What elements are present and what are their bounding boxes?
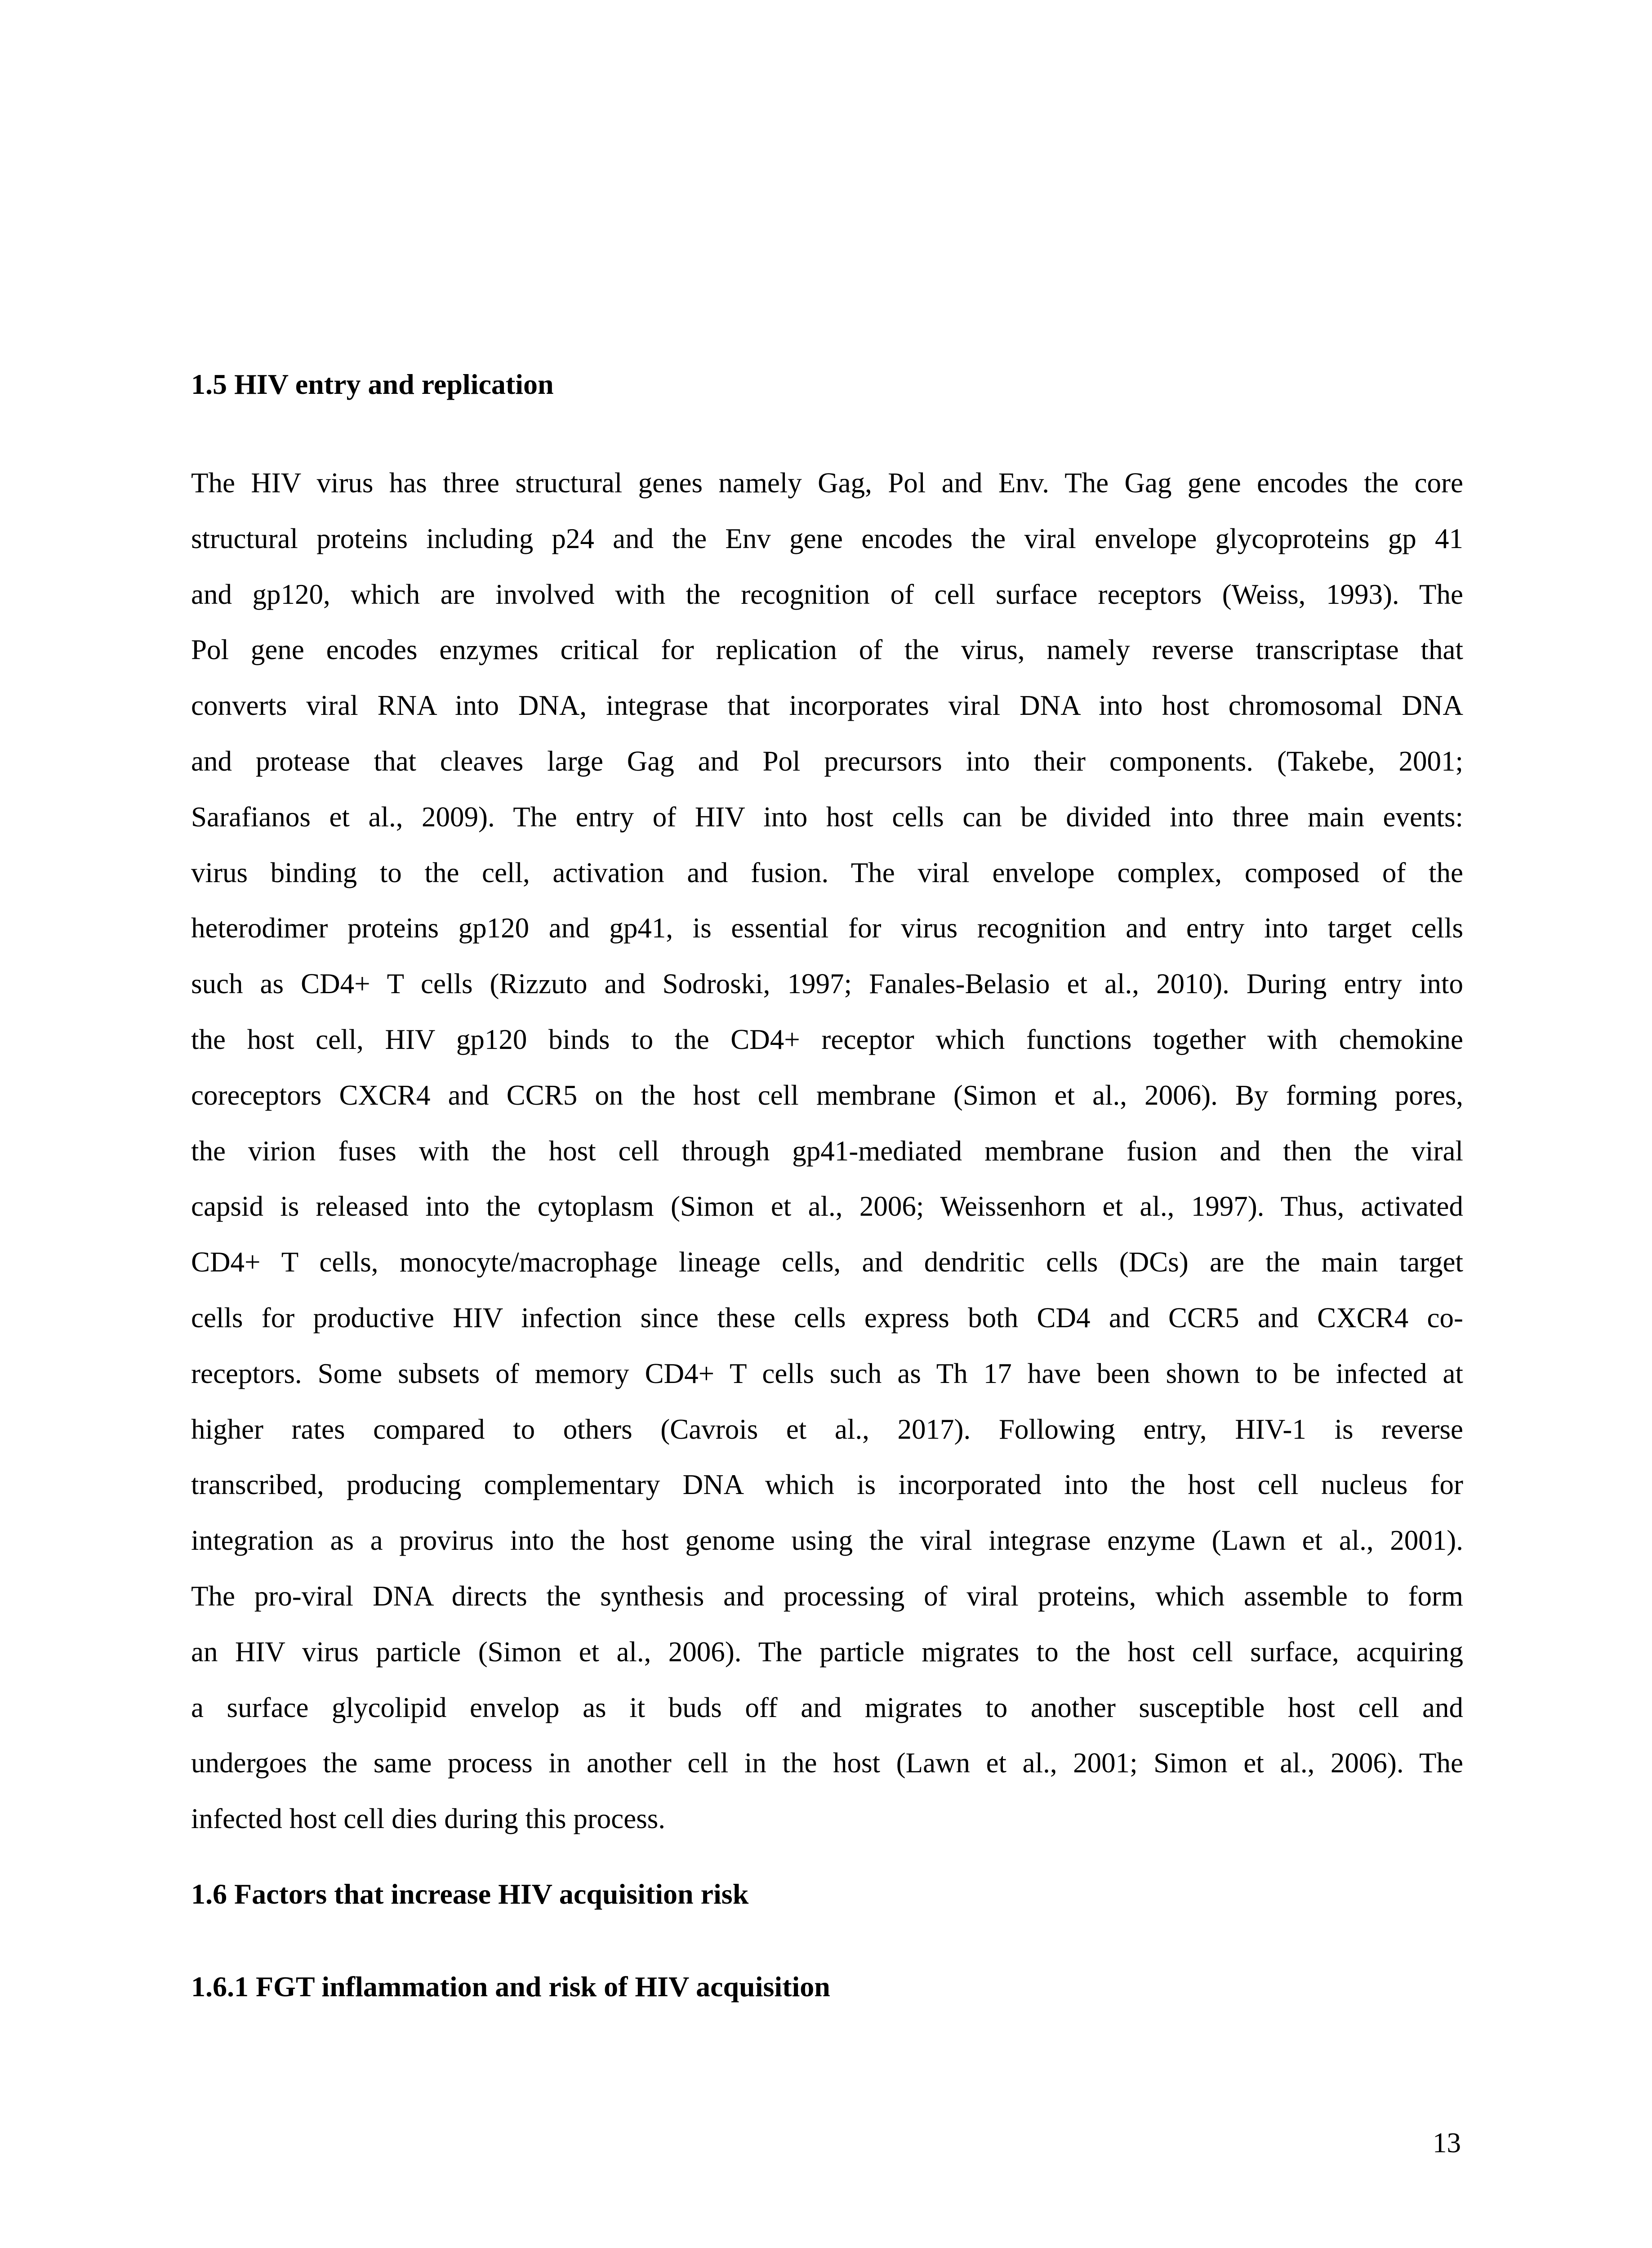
paragraph-line: capsid is released into the cytoplasm (Simon et al., 2006; Weissenhorn et al., 1997). Thus, activated <box>191 1191 1463 1222</box>
page-number: 13 <box>1433 2127 1461 2159</box>
paragraph-line: undergoes the same process in another cell in the host (Lawn et al., 2001; Simon et al., 2006). The <box>191 1747 1463 1779</box>
paragraph-line: The pro-viral DNA directs the synthesis and processing of viral proteins, which assemble to form <box>191 1580 1463 1612</box>
paragraph-line: higher rates compared to others (Cavrois et al., 2017). Following entry, HIV-1 is reverse <box>191 1413 1463 1445</box>
paragraph-line: the virion fuses with the host cell through gp41-mediated membrane fusion and then the viral <box>191 1135 1463 1167</box>
paragraph-line: virus binding to the cell, activation and fusion. The viral envelope complex, composed of the <box>191 856 1463 888</box>
paragraph-line: and protease that cleaves large Gag and Pol precursors into their components. (Takebe, 2001; <box>191 745 1463 777</box>
paragraph-line: Pol gene encodes enzymes critical for replication of the virus, namely reverse transcriptase that <box>191 634 1463 666</box>
paragraph-line: converts viral RNA into DNA, integrase that incorporates viral DNA into host chromosomal DNA <box>191 690 1463 722</box>
paragraph-line: cells for productive HIV infection since these cells express both CD4 and CCR5 and CXCR4 co- <box>191 1302 1463 1334</box>
body-paragraph-hiv-entry <box>191 455 1463 1847</box>
section-heading-1-5: 1.5 HIV entry and replication <box>191 368 554 400</box>
paragraph-line: a surface glycolipid envelop as it buds off and migrates to another susceptible host cell and <box>191 1691 1463 1723</box>
paragraph-line: coreceptors CXCR4 and CCR5 on the host cell membrane (Simon et al., 2006). By forming pores, <box>191 1079 1463 1111</box>
paragraph-line: the host cell, HIV gp120 binds to the CD4+ receptor which functions together with chemokine <box>191 1023 1463 1055</box>
paragraph-line: structural proteins including p24 and the Env gene encodes the viral envelope glycoproteins gp 41 <box>191 522 1463 554</box>
paragraph-line: The HIV virus has three structural genes namely Gag, Pol and Env. The Gag gene encodes the core <box>191 467 1463 499</box>
paragraph-line: transcribed, producing complementary DNA which is incorporated into the host cell nucleus for <box>191 1469 1463 1501</box>
paragraph-line: CD4+ T cells, monocyte/macrophage lineage cells, and dendritic cells (DCs) are the main target <box>191 1246 1463 1278</box>
paragraph-line: and gp120, which are involved with the recognition of cell surface receptors (Weiss, 1993). The <box>191 578 1463 610</box>
paragraph-line: infected host cell dies during this process. <box>191 1803 666 1835</box>
paragraph-line: receptors. Some subsets of memory CD4+ T cells such as Th 17 have been shown to be infected at <box>191 1357 1463 1389</box>
subsection-heading-1-6-1: 1.6.1 FGT inflammation and risk of HIV acquisition <box>191 1971 830 2003</box>
paragraph-line: such as CD4+ T cells (Rizzuto and Sodroski, 1997; Fanales-Belasio et al., 2010). During entry into <box>191 968 1463 1000</box>
paragraph-line: integration as a provirus into the host genome using the viral integrase enzyme (Lawn et al., 2001). <box>191 1525 1463 1557</box>
paragraph-line: an HIV virus particle (Simon et al., 2006). The particle migrates to the host cell surface, acquiring <box>191 1636 1463 1668</box>
paragraph-line: heterodimer proteins gp120 and gp41, is essential for virus recognition and entry into target cells <box>191 912 1463 944</box>
section-heading-1-6: 1.6 Factors that increase HIV acquisition risk <box>191 1878 749 1910</box>
paragraph-line: Sarafianos et al., 2009). The entry of HIV into host cells can be divided into three main events: <box>191 801 1463 833</box>
